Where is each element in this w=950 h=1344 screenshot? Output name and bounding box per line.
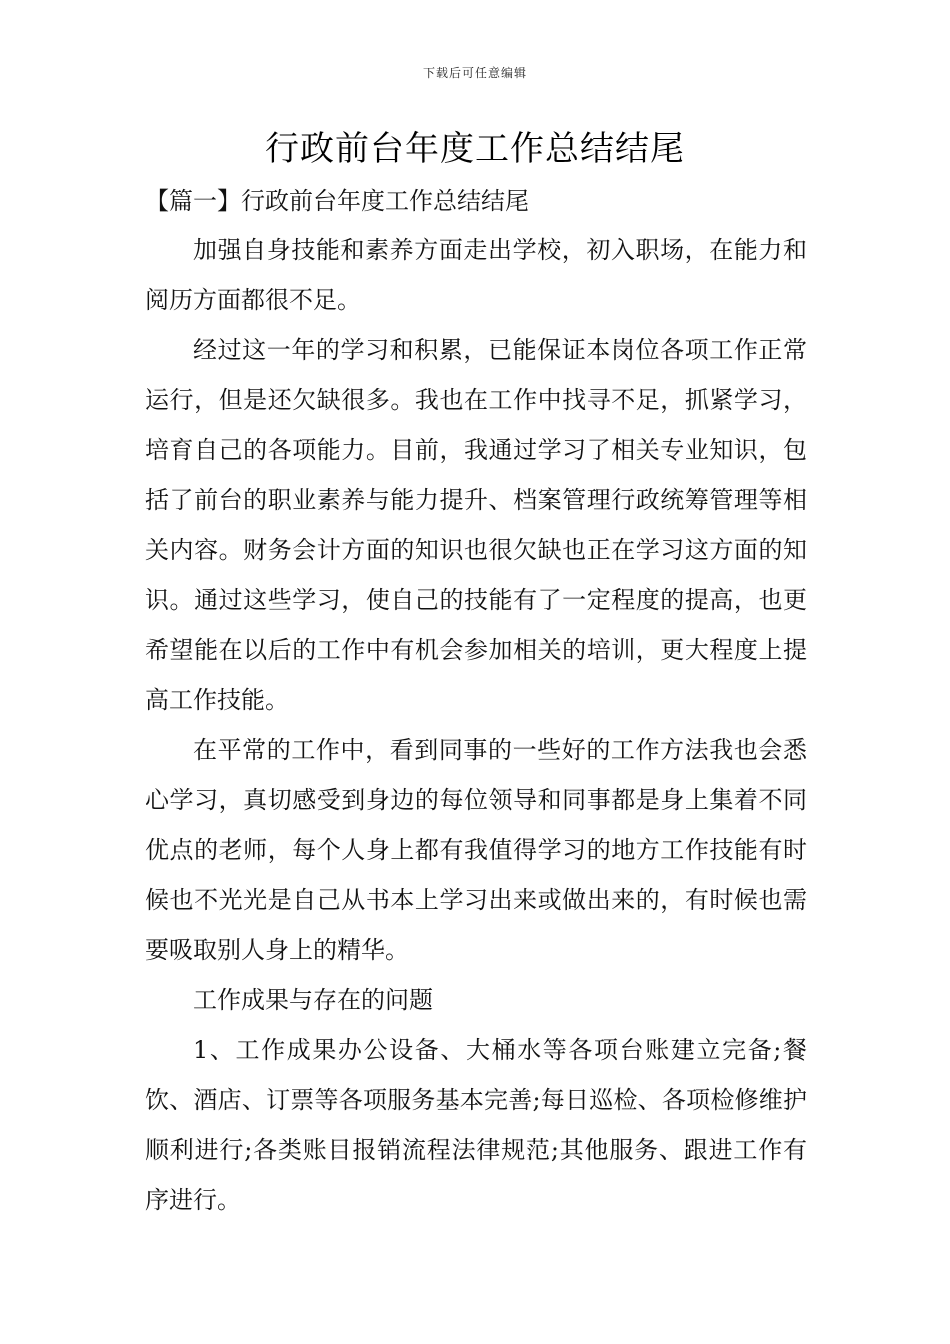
paragraph: 加强自身技能和素养方面走出学校，初入职场，在能力和阅历方面都很不足。 xyxy=(145,236,807,314)
document-title: 行政前台年度工作总结结尾 xyxy=(265,129,685,169)
paragraph: 经过这一年的学习和积累，已能保证本岗位各项工作正常运行，但是还欠缺很多。我也在工作中找寻不足，抓紧学习，培育自己的各项能力。目前，我通过学习了相关专业知识，包括了前台的职业素养与能力提升、档案管理行政统筹管理等相关内容。财务会计方面的知识也很欠缺也正在学习这方面的知识。通过这些学习，使自己的技能有了一定程度的提高，也更希望能在以后的工作中有机会参加相关的培训，更大程度上提高工作技能。 xyxy=(145,336,807,714)
header-note: 下载后可任意编辑 xyxy=(422,66,527,80)
paragraph: 1、工作成果办公设备、大桶水等各项台账建立完备;餐饮、酒店、订票等各项服务基本完善;每日巡检、各项检修维护顺利进行;各类账目报销流程法律规范;其他服务、跟进工作有序进行。 xyxy=(145,1036,807,1214)
subheading-paragraph: 工作成果与存在的问题 xyxy=(193,986,433,1014)
paragraph: 在平常的工作中，看到同事的一些好的工作方法我也会悉心学习，真切感受到身边的每位领导和同事都是身上集着不同优点的老师，每个人身上都有我值得学习的地方工作技能有时候也不光光是自己从书本上学习出来或做出来的，有时候也需要吸取别人身上的精华。 xyxy=(145,736,807,964)
document-body xyxy=(145,225,807,1225)
section-heading: 【篇一】行政前台年度工作总结结尾 xyxy=(145,187,529,215)
